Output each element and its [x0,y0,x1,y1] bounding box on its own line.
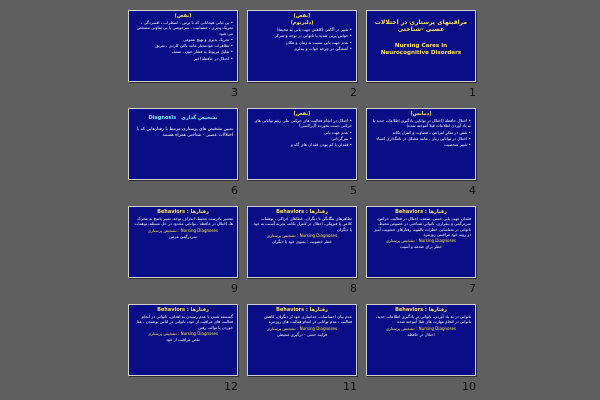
slide-thumbnail[interactable] [128,10,238,82]
diagnosis-fa: تشخیص پرستاری [385,238,415,244]
slide-text: ناتوانی در به یاد آوردن، ناتوانی در یادگیری اطلاعات جدید، ناتوانی در انجام مهارت های قبلا آموخته شده [375,314,471,325]
slide-thumbnail[interactable] [128,206,238,278]
slide-number: 2 [350,86,357,99]
behaviors-fa: رفتارها [309,209,328,215]
slide-number: 12 [224,380,238,393]
slide-number: 5 [350,184,357,197]
diagnosis-label: Nursing Diagnoses : تشخیص پرستاری [266,325,338,331]
slide-thumbnail[interactable] [366,206,476,278]
slide-text: گسسته شدن یا عدم رسیدن به اهداف، ناتوانی در انجام فعالیت های مراقبت از خود، ناتوانی در لباس پوشیدن ، غذا خوردن یا توالت رفتن [136,314,233,330]
slide-title: (نقص) [174,13,192,19]
behaviors-en: Behaviors [395,307,424,313]
diagnosis-en: Nursing Diagnoses [180,227,219,233]
behaviors-fa: رفتارها [190,307,209,313]
slide-title: (دمانس) [410,111,432,117]
bullet: • بی ثباتی هیجانانی که با ترس ، اضطراب ، افسردگی ، تحریک پذیری ، عصبانیت ، سرخوشی یا بی تفاوتی مشخص می شود [133,20,233,36]
diagnosis-en: Nursing Diagnoses [418,325,457,331]
slide-number: 4 [469,184,476,197]
slide-title: (نقص) [293,111,311,117]
behaviors-fa: رفتارها [190,209,209,215]
bullet: • حواس پرتی شدید یا ناتوانی در توجه و تمرکز [252,33,352,38]
slide-thumbnail[interactable] [366,10,476,82]
slide-title: Behaviors : رفتارها [395,209,447,215]
bullet: • آشفتگی در چرخه خواب و بیداری [252,46,352,51]
slide-subtitle: (دلیریوم) [290,20,314,26]
slide-text: تعیین تشخیص های پرستاری مرتبط با رفتارهایی که با اختلالات عصبی - شناختی همراه هستند [136,127,233,138]
bullet: • عدم جهت یابی نسبت به زمان و مکان [252,40,352,45]
diagnosis-fa: تشخیص پرستاری [266,325,296,331]
slide-thumbnail[interactable] [366,304,476,376]
diagnosis-text: سردرگمی مزمن [169,233,197,239]
slide-text: عدم بیان احساسات، جداسازی خود از دیگران، کاهش فعالیت ، عدم توانایی در انجام فعالیت های روزمره [264,314,352,325]
slide-number: 1 [469,86,476,99]
bullet: • عدم جهت یابی [252,130,352,135]
diagnosis-fa: تشخیص پرستاری [147,330,177,336]
behaviors-fa: رفتارها [428,209,447,215]
behaviors-en: Behaviors [157,307,186,313]
slide-title: مراقبتهای پرستاری در اختلالات عصبی -شناختی [374,19,468,33]
bullet: • تحریک پذیری و تهیج عمومی [133,37,233,42]
bullet: • اختلال در حافظه اخیر [133,56,233,61]
diagnosis-label: Nursing Diagnoses : تشخیص پرستاری [266,232,338,238]
slide-title: Behaviors : رفتارها [157,209,209,215]
slide-thumbnail[interactable] [247,10,357,82]
bullet: • اختلال در توانایی زبان ، مانند مشکل در نامگذاری اشیاء [371,136,471,141]
diagnosis-fa: تشخیص پرستاری [147,227,177,233]
slide-text: فقدان جهت یابی حسی، ضعف، اختلال در فعالیت حرکتی، سردرگمی و بیقراری، ناتوانی شناختی در خصوص محیط، ناتوانی در شناسایی خطرات بالقوه، رفتارهای خشونت آمیز در روند خود مراقبتی روزمره [374,216,471,237]
bullet: • تظاهرات خودمختار مانند تاکی کاردی ، تعریق [133,43,233,48]
slide-number: 3 [231,86,238,99]
slide-title: Behaviors : رفتارها [157,307,209,313]
bullet: • نقص در تفکر انتزاعی ، قضاوت و کنترل تکانه [371,130,471,135]
behaviors-en: Behaviors [395,209,424,215]
diagnosis-text: فرایند حسی - درگیری محیطی [276,331,328,337]
diagnosis-text: اختلال در حافظه [407,331,435,337]
slide-number: 7 [469,282,476,295]
diagnosis-text: نقص مراقبت از خود [166,337,200,343]
slide-title: (نقص) [293,13,311,19]
diagnosis-fa: تشخیص پرستاری [266,232,296,238]
diagnosis-text: خطر خشونت : بسوی خود یا دیگران [272,239,332,245]
diagnosis-label: Nursing Diagnoses : تشخیص پرستاری [147,227,219,233]
slide-number: 8 [350,282,357,295]
slide-thumbnail[interactable] [128,108,238,180]
slide-text: تفسیر نادرست محیط، انحراف توجه، تغییر پاسخ به محرک ها، اختلال در حافظه ، توانایی محدود در حل مسئله، توهمات [134,216,233,227]
slide-number: 6 [231,184,238,197]
behaviors-en: Behaviors [276,209,305,215]
diagnosis-text: خطر برای صدمه و آسیب [400,244,442,250]
slide-title: Behaviors : رفتارها [276,209,328,215]
slide-title-en: Diagnosis [148,115,177,121]
bullet: • سرگردانی [252,136,352,141]
diagnosis-en: Nursing Diagnoses [299,325,338,331]
bullet: • فقدان یا کم بودن فقدان های گاه و [252,142,352,147]
behaviors-en: Behaviors [157,209,186,215]
slide-title-fa: تشخیص گذاری [181,115,218,121]
behaviors-en: Behaviors [276,307,305,313]
slide-subtitle: Nursing Cares in Neurocognitive Disorders [380,43,462,56]
diagnosis-en: Nursing Diagnoses [418,238,457,244]
slide-thumbnail[interactable] [247,108,357,180]
diagnosis-fa: تشخیص پرستاری [385,325,415,331]
slide-title: Behaviors : رفتارها [276,307,328,313]
behaviors-fa: رفتارها [309,307,328,313]
behaviors-fa: رفتارها [428,307,447,313]
slide-number: 9 [231,282,238,295]
bullet: • تغییر شخصیت [371,142,471,147]
slide-thumbnail[interactable] [247,304,357,376]
slide-thumbnail[interactable] [128,304,238,376]
diagnosis-en: Nursing Diagnoses [180,330,219,336]
bullet: • تقلیل مربوط به فشار خون ، ضعف [133,49,233,54]
diagnosis-en: Nursing Diagnoses [299,232,338,238]
slide-thumbnail[interactable] [366,108,476,180]
diagnosis-label: Nursing Diagnoses : تشخیص پرستاری [147,330,219,336]
diagnosis-label: Nursing Diagnoses : تشخیص پرستاری [385,325,457,331]
diagnosis-label: Nursing Diagnoses : تشخیص پرستاری [385,238,457,244]
slide-text: تظاهرهای بیگانگی با دیگران، خطاهای ادراکی ، توهمات کلامی یا فیزیکی، اختلال در کنترل تکانه، تجربه آسیب به خود یا دیگران [253,216,352,232]
bullet: • اختلال حافظه (اختلال در توانایی یادگیری اطلاعات جدید یا به یاد آوردن اطلاعات قبلا آموخته شده) [371,118,471,129]
slide-number: 10 [462,380,476,393]
slide-title [132,115,234,121]
slide-thumbnail[interactable] [247,206,357,278]
bullet: • اختلال در انجام فعالیت های حرکتی علی رغم توانایی های حرکتی دست نخورده (آپراکسی) [252,118,352,129]
slide-number: 11 [343,380,357,393]
bullet: • تغییر در آگاهی (کاهش جهت یابی به محیط) [252,27,352,32]
slide-title: Behaviors : رفتارها [395,307,447,313]
